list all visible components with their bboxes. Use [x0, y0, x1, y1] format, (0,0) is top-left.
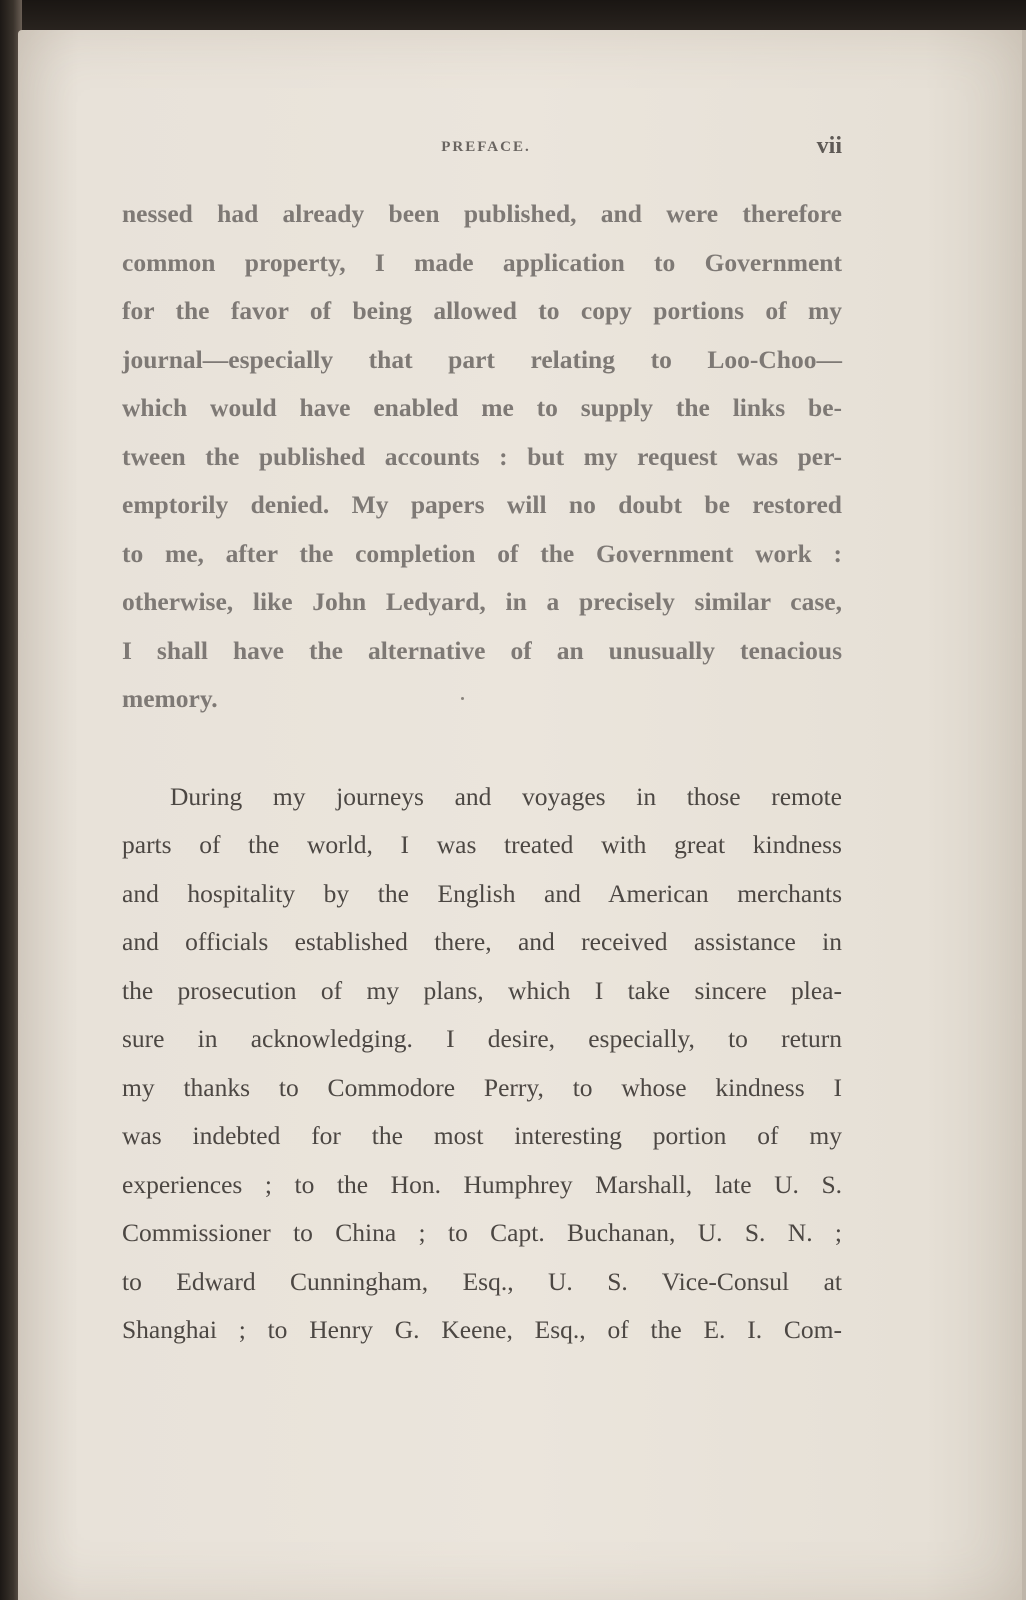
text-line: the prosecution of my plans, which I take sincere plea-	[122, 975, 842, 1005]
text-line: my thanks to Commodore Perry, to whose kindness I	[122, 1072, 842, 1102]
page-number: vii	[816, 133, 842, 159]
text-line: journal—especially that part relating to Loo-Choo—	[122, 344, 842, 374]
running-head	[130, 133, 842, 163]
text-line: I shall have the alternative of an unusually tenacious	[122, 635, 842, 665]
text-line: Shanghai ; to Henry G. Keene, Esq., of the E. I. Com-	[122, 1315, 842, 1344]
text-line: parts of the world, I was treated with great kindness	[122, 830, 842, 859]
text-line: to me, after the completion of the Government work :	[122, 538, 842, 568]
text-line: and hospitality by the English and American merchants	[122, 878, 842, 908]
text-line: experiences ; to the Hon. Humphrey Marshall, late U. S.	[122, 1169, 842, 1199]
paragraph-acknowledgments	[122, 773, 842, 1355]
running-title: PREFACE.	[441, 139, 531, 155]
text-line: common property, I made application to Government	[122, 247, 842, 277]
text-line: which would have enabled me to supply the links be-	[122, 393, 842, 422]
text-line: for the favor of being allowed to copy portions of my	[122, 296, 842, 325]
text-line: memory.	[122, 684, 218, 713]
text-line: sure in acknowledging. I desire, especially, to return	[122, 1024, 842, 1053]
text-line: nessed had already been published, and were therefore	[122, 199, 842, 228]
text-line: tween the published accounts : but my request was per-	[122, 441, 842, 471]
text-line: Commissioner to China ; to Capt. Buchanan, U. S. N. ;	[122, 1218, 842, 1247]
text-line: and officials established there, and received assistance in	[122, 927, 842, 956]
text-line: emptorily denied. My papers will no doubt be restored	[122, 490, 842, 519]
text-line: was indebted for the most interesting portion of my	[122, 1121, 842, 1150]
paragraph-continued	[122, 190, 842, 724]
page-right-edge	[1022, 30, 1026, 1600]
text-line: to Edward Cunningham, Esq., U. S. Vice-Consul at	[122, 1266, 842, 1296]
text-line: otherwise, like John Ledyard, in a precisely similar case,	[122, 587, 842, 616]
body-text	[122, 190, 842, 1355]
text-line: During my journeys and voyages in those remote	[170, 781, 842, 811]
